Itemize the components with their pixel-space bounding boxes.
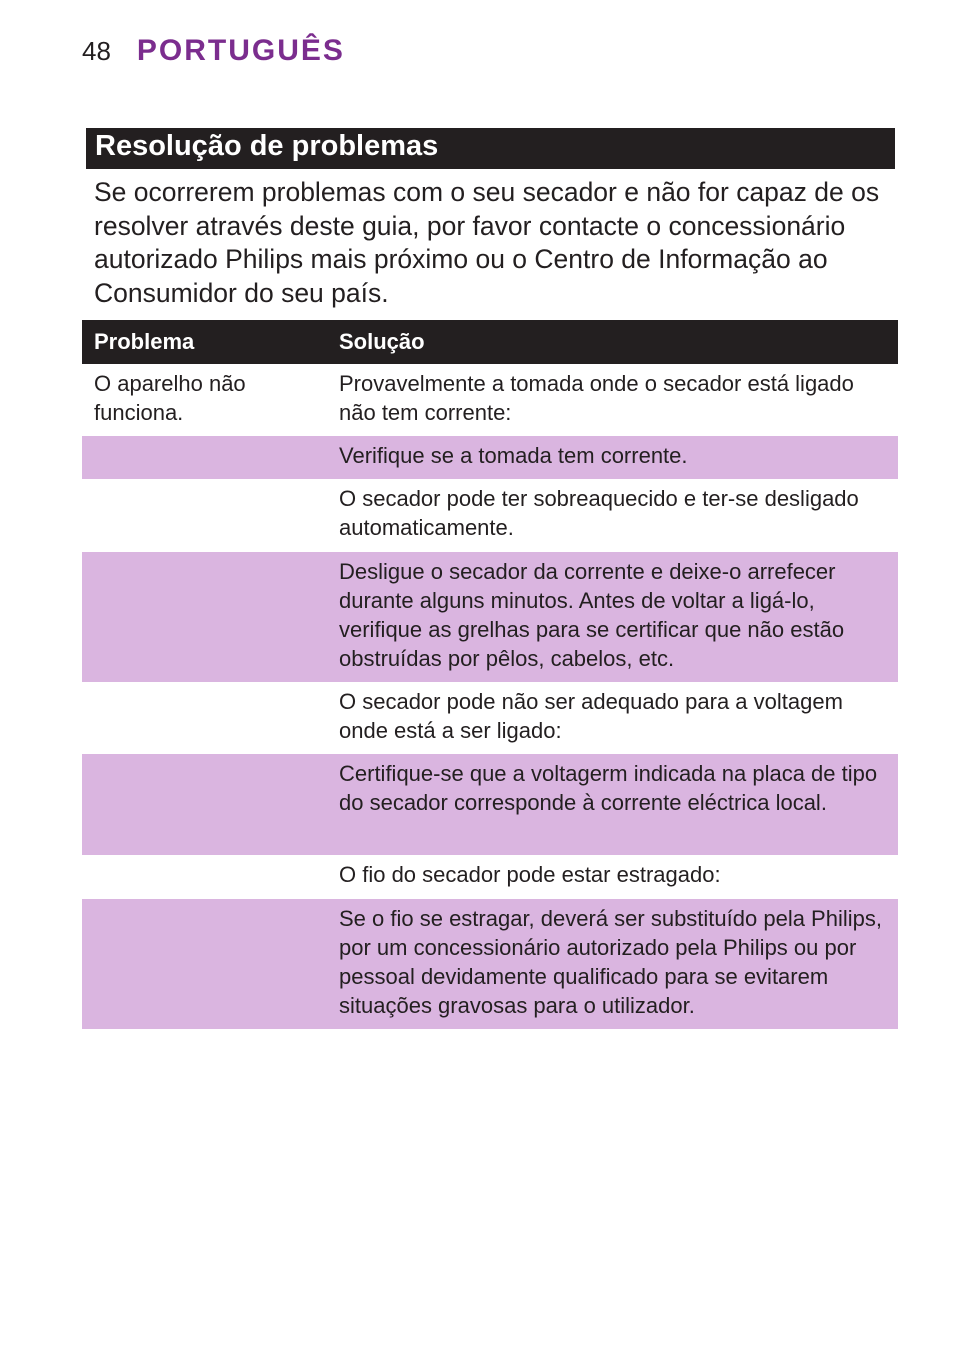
language-title: PORTUGUÊS <box>136 34 345 67</box>
problem-cell <box>82 754 339 855</box>
solution-cell: Desligue o secador da corrente e deixe-o arrefecer durante alguns minutos. Antes de voltar a ligá-lo, verifique as grelhas para se certificar que não estão obstruídas por pêlos, cabelos, etc. <box>339 559 845 671</box>
section-title-bar <box>86 128 895 169</box>
solution-cell: O secador pode ter sobreaquecido e ter-se desligado automaticamente. <box>339 486 859 540</box>
page-header <box>82 34 345 68</box>
intro-paragraph: Se ocorrerem problemas com o seu secador e não for capaz de os resolver através deste guia, por favor contacte o concessionário autorizado Philips mais próximo ou o Centro de Informação ao Consumidor do seu país. <box>94 177 880 309</box>
problem-cell <box>82 899 339 1029</box>
table-row <box>82 754 898 855</box>
solution-cell: Certifique-se que a voltagerm indicada na placa de tipo do secador corresponde à corrente eléctrica local. <box>339 761 878 815</box>
column-header-problem: Problema <box>94 329 195 354</box>
problem-cell <box>82 479 339 552</box>
solution-cell: O secador pode não ser adequado para a voltagem onde está a ser ligado: <box>339 689 843 743</box>
table-row <box>82 479 898 552</box>
problem-cell <box>82 855 339 899</box>
page-number: 48 <box>82 36 111 66</box>
column-header-solution: Solução <box>339 329 425 354</box>
table-header <box>82 320 898 364</box>
table-row <box>82 682 898 754</box>
troubleshooting-table <box>82 320 898 1029</box>
table-row <box>82 552 898 682</box>
problem-cell <box>82 436 339 479</box>
problem-cell <box>82 682 339 754</box>
table-row <box>82 436 898 479</box>
solution-cell: Se o fio se estragar, deverá ser substituído pela Philips, por um concessionário autorizado pela Philips ou por pessoal devidamente qualificado para se evitarem situações gravosas para o utilizador. <box>339 906 882 1018</box>
section-title: Resolução de problemas <box>95 130 439 162</box>
problem-cell <box>82 552 339 682</box>
table-row <box>82 364 898 436</box>
table-row <box>82 899 898 1029</box>
solution-cell: O fio do secador pode estar estragado: <box>339 862 721 887</box>
solution-cell: Verifique se a tomada tem corrente. <box>339 443 688 468</box>
table-row <box>82 855 898 899</box>
problem-cell: O aparelho não funciona. <box>94 371 246 425</box>
solution-cell: Provavelmente a tomada onde o secador está ligado não tem corrente: <box>339 371 854 425</box>
